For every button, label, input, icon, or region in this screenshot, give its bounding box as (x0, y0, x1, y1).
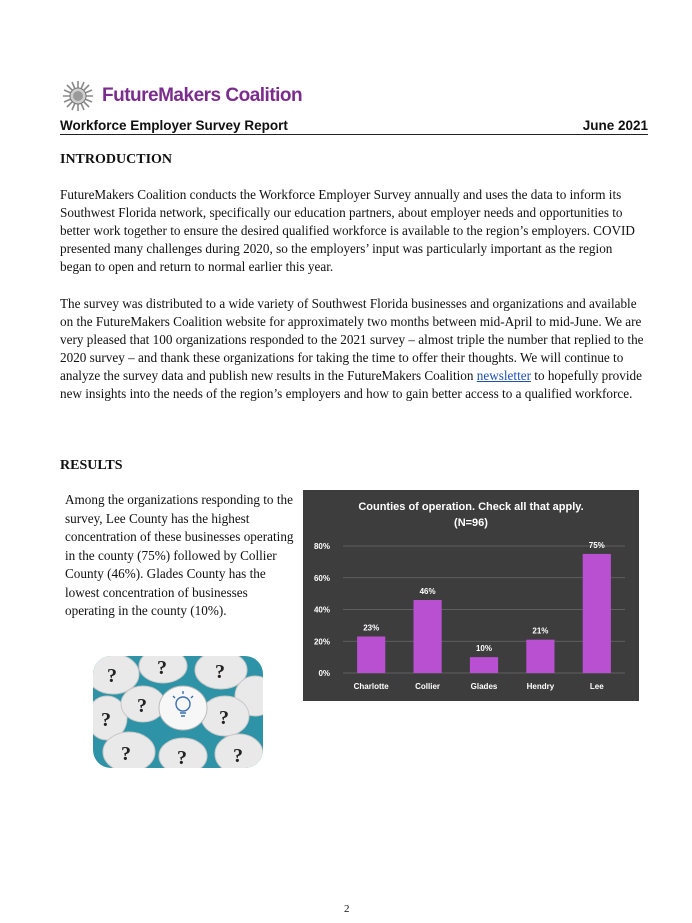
y-tick-label: 60% (313, 573, 330, 583)
bar-glades (470, 657, 498, 673)
value-label: 21% (532, 626, 549, 636)
intro-paragraph-2-text-end: to hopefully provide new insights into the needs of the region’s employers and how to gain better access to a qualified workforce. (60, 368, 642, 401)
report-date: June 2021 (582, 118, 648, 133)
counties-chart (303, 490, 639, 701)
value-label: 10% (475, 644, 493, 654)
bar-charlotte (357, 636, 385, 673)
x-tick-label: Lee (589, 682, 604, 691)
bar-lee (583, 554, 611, 673)
y-tick-label: 20% (313, 637, 330, 647)
intro-paragraph-2-text: The survey was distributed to a wide variety of Southwest Florida businesses and organizations and available on the FutureMakers Coalition website for approximately two months between mid-April to mid-June. We are very pleased that 100 organizations responded to the 2021 survey – almost triple the number that replied to the 2020 survey – and thank these organizations for taking the time to offer their thoughts. We will continue to analyze the survey data and publish new results in the FutureMakers Coalition (60, 296, 644, 383)
question-marks-photo (93, 656, 263, 768)
value-label: 23% (363, 623, 380, 633)
svg-text:?: ? (121, 743, 131, 765)
intro-paragraph-1: FutureMakers Coalition conducts the Workforce Employer Survey annually and uses the data to inform its Southwest Florida network, specifically our education partners, about employer needs and opportunities to better work together to ensure the desired qualified workforce is available to the region’s employers. COVID presented many challenges during 2020, so the employers’ input was particularly important as the region began to open and return to normal earlier this year. (60, 187, 635, 274)
sunburst-seal-icon (62, 80, 94, 112)
value-label: 46% (419, 586, 436, 596)
report-title: Workforce Employer Survey Report (60, 118, 288, 133)
x-tick-label: Hendry (526, 682, 555, 691)
svg-text:?: ? (215, 661, 225, 683)
newsletter-link[interactable]: newsletter (476, 368, 531, 383)
svg-text:?: ? (101, 709, 111, 731)
x-tick-label: Charlotte (353, 682, 389, 691)
chart-title: Counties of operation. Check all that apply. (358, 501, 584, 513)
bar-hendry (526, 640, 554, 673)
bar-collier (414, 600, 442, 673)
y-tick-label: 40% (313, 605, 330, 615)
x-tick-label: Collier (415, 682, 441, 691)
y-tick-label: 80% (313, 542, 330, 551)
svg-text:?: ? (137, 695, 147, 717)
results-text: Among the organizations responding to the survey, Lee County has the highest concentration of these businesses operating in the county (75%) followed by Collier County (46%). Glades County has the lowest concentration of businesses operating in the county (10%). (65, 492, 294, 618)
svg-text:?: ? (107, 665, 117, 687)
report-header (60, 116, 648, 135)
svg-text:?: ? (177, 747, 187, 768)
x-tick-label: Glades (470, 682, 498, 691)
svg-text:?: ? (157, 657, 167, 679)
page-number: 2 (344, 903, 350, 915)
logo-text: FutureMakers Coalition (102, 85, 303, 106)
intro-paragraph-2 (60, 295, 646, 403)
y-tick-label: 0% (318, 669, 330, 678)
chart-subtitle: (N=96) (454, 517, 488, 529)
intro-heading: INTRODUCTION (60, 152, 173, 167)
counties-bar-chart (303, 490, 639, 701)
logo (62, 80, 302, 112)
svg-text:?: ? (233, 745, 243, 767)
question-marks-illustration (93, 656, 263, 768)
results-heading: RESULTS (60, 458, 123, 473)
value-label: 75% (588, 540, 605, 550)
svg-text:?: ? (219, 707, 229, 729)
